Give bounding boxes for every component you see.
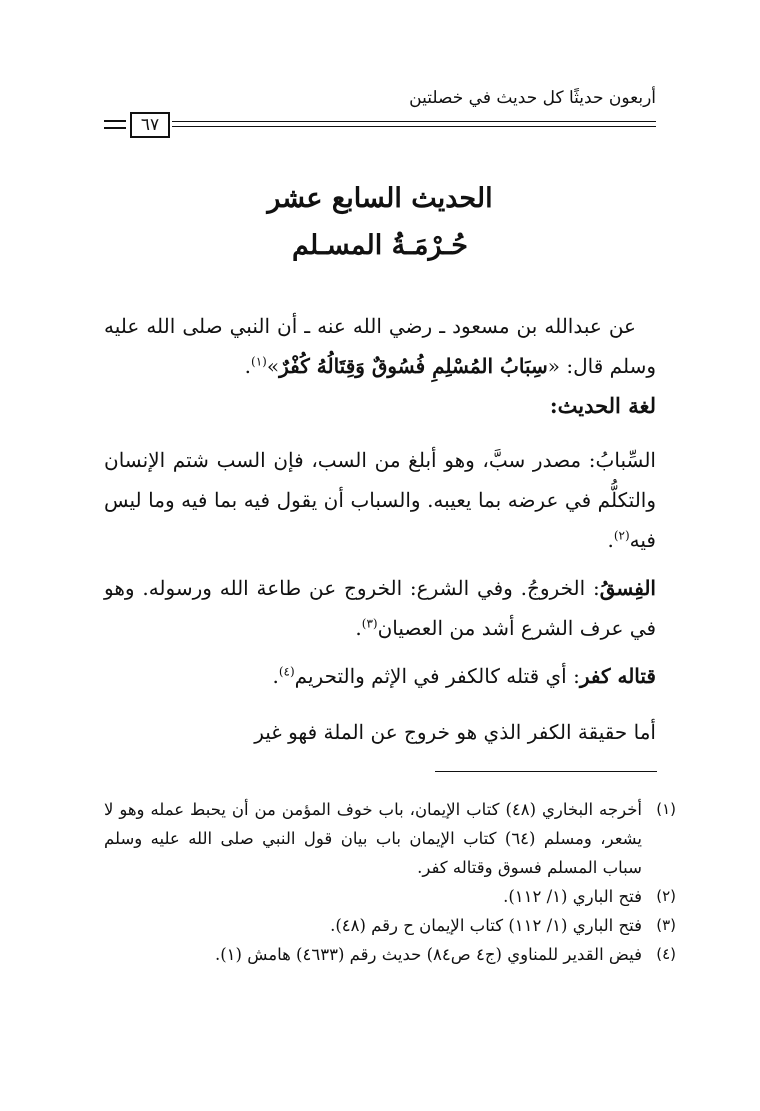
header-rule: [172, 121, 656, 122]
quote-close: »: [266, 354, 280, 378]
hadith-narration: عن عبدالله بن مسعود ـ رضي الله عنه ـ أن النبي صلى الله عليه وسلم قال: «: [104, 314, 656, 378]
footnote-text: فتح الباري (١/ ١١٢).: [503, 887, 642, 906]
paragraph-kufr: [104, 712, 656, 752]
hadith-subtitle: حُـرْمَـةُ المسـلم: [292, 230, 468, 261]
footnote-number: (٢): [656, 887, 676, 905]
footnote-text: أخرجه البخاري (٤٨) كتاب الإيمان، باب خوف المؤمن من أن يحبط عمله وهو لا يشعر، ومسلم (٦٤) كتاب الإيمان باب بيان قول النبي صلى الله عليه وسلم سباب المسلم فسوق وقتاله كفر.: [104, 800, 642, 877]
footnote-ref-4[interactable]: (٤): [278, 664, 295, 679]
footnote-3: [104, 911, 676, 940]
footnote-ref-3[interactable]: (٣): [361, 616, 378, 631]
paragraph-qital: [104, 656, 656, 696]
paragraph-end: .: [272, 664, 279, 688]
footnote-ref-2[interactable]: (٢): [613, 528, 630, 543]
paragraph-fisq: [104, 568, 656, 648]
kufr-text: أما حقيقة الكفر الذي هو خروج عن الملة فهو غير: [254, 720, 656, 744]
paragraph-end: .: [244, 354, 252, 378]
paragraph-end: .: [607, 528, 614, 552]
section-heading: لغة الحديث:: [549, 393, 656, 418]
footnote-ref-1[interactable]: (١): [251, 354, 267, 369]
footnote-2: [104, 882, 676, 911]
paragraph-sibab: [104, 440, 656, 560]
qital-definition: : أي قتله كالكفر في الإثم والتحريم: [294, 664, 580, 688]
hadith-quote: سِبَابُ المُسْلِمِ فُسُوقٌ وَقِتَالُهُ كُفْرٌ: [279, 354, 548, 378]
running-title: أربعون حديثًا كل حديث في خصلتين: [409, 88, 656, 108]
paragraph-hadith-text: [104, 306, 656, 386]
footnote-text: فتح الباري (١/ ١١٢) كتاب الإيمان ح رقم (٤٨).: [330, 916, 642, 935]
footnote-4: [104, 940, 676, 969]
page-number-dash-bottom: [104, 127, 126, 129]
fisq-definition: : الخروجُ. وفي الشرع: الخروج عن طاعة الله ورسوله. وهو في عرف الشرع أشد من العصيان: [104, 576, 656, 640]
header-rule-secondary: [172, 126, 656, 127]
footnote-number: (١): [656, 800, 676, 818]
page-number-dash-top: [104, 120, 126, 122]
fisq-term: الفِسقُ: [599, 576, 656, 600]
footnote-1: [104, 795, 676, 882]
footnote-text: فيض القدير للمناوي (ج٤ ص٨٤) حديث رقم (٤٦٣٣) هامش (١).: [214, 945, 642, 964]
hadith-title: الحديث السابع عشر: [267, 183, 493, 214]
footnote-number: (٣): [656, 916, 676, 934]
sibab-definition: السِّبابُ: مصدر سبَّ، وهو أبلغ من السب، فإن السب شتم الإنسان والتكلُّم في عرضه بما يعيبه. والسباب أن يقول فيه بما فيه وما ليس فيه: [104, 448, 656, 552]
page-number: ٦٧: [130, 112, 170, 138]
footnote-number: (٤): [656, 945, 676, 963]
footnotes: [104, 795, 676, 969]
qital-term: قتاله كفر: [579, 664, 656, 688]
footnote-separator: [435, 771, 657, 772]
paragraph-end: .: [355, 616, 362, 640]
